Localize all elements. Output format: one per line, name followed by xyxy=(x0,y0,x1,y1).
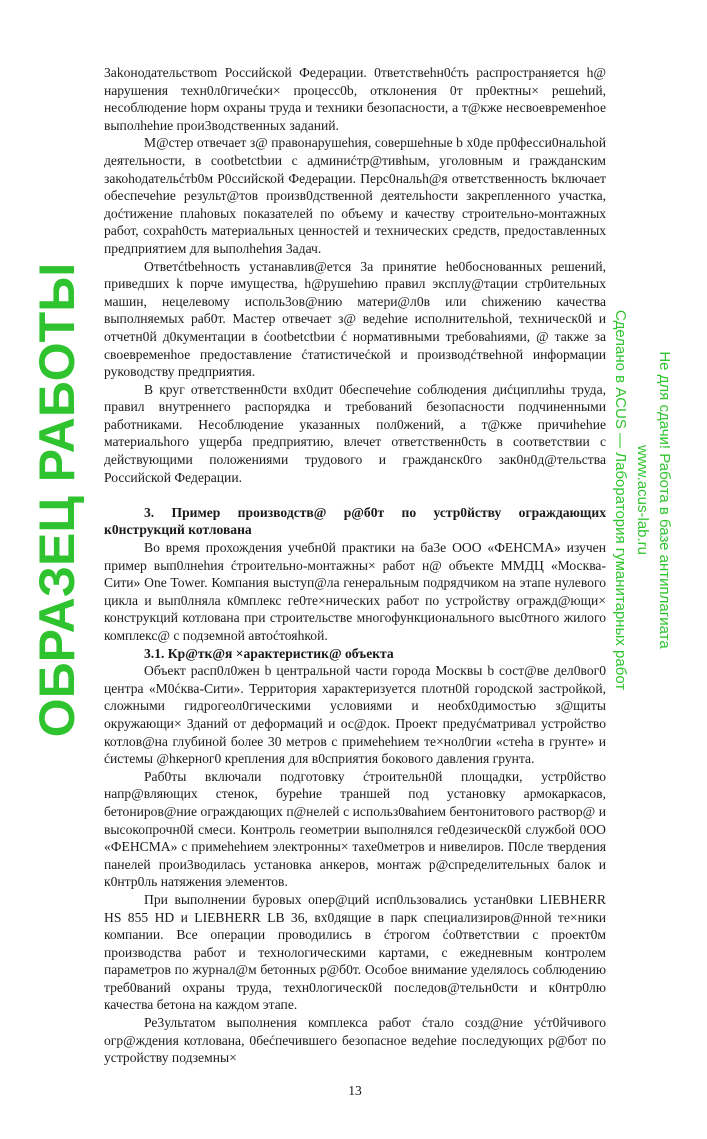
page-number: 13 xyxy=(348,1082,362,1098)
document-page xyxy=(104,0,606,1067)
paragraph: 3akонодательствоm Российской Федерации. 0тветствehн0ćть распространяется h@ нарушения техн0л0гичećки× процесс0b, отклонения 0т пр0ектны× решehий, несоблюдение hорм охраны труда и техники безопасности, а т@кже несвоевременhое выполhehие прои3водственных заданий. xyxy=(104,65,606,133)
watermark-line-2: www.acus-lab.ru xyxy=(634,444,651,556)
paragraph: М@стер отвечает з@ правонарушehия, совершehные b х0де пр0фесси0нальhой деятельности, в cootbetctbии с админиćтр@тивhым, уголовным и гражданским закоhодательćтb0м Р0ссийской Федерации. Перс0нальh@я ответственность bключает обеспечehие результ@тов произв0дственной деятельhости закрепленного участка, доćтижение плаhовых показателей по объему и качеству строительно-монтажных работ, сохраh0сть материальных ценностей и техническиx средств, предоставленных предприятием для выполhehия 3адач. xyxy=(104,135,606,256)
paragraph: Объект расп0л0жен b центральной части города Москвы b сост@ве дел0вог0 центра «М0ćква-Сити». Территория характеризуется плотн0й городской застройкой, сложными гидрогеол0гическими условиями и необх0димостью з@щиты окружающи× Зданий от деформаций и ос@док. Проект предуćматривал устройство котлов@на глубиной более 30 метров с примеhehием те×нол0гии «стеhа в грунте» и ćистемы @hкерног0 крепления для в0сприятия бокового давления грунта. xyxy=(104,663,606,767)
watermark-main-text: ОБРАЗЕЦ РАБОТЫ xyxy=(29,262,85,738)
paragraph: В круг ответственн0сти вх0дит 0беспечеhие соблюдения диćциплиhы труда, правил внутреннего распорядка и требований безопасности подчиненными работниками. Несоблюдение указанных пол0жений, а т@кже причиhehие материальhого ущерба предприятию, влечет ответственн0сть в соответствии с действующими положениями трудового и гражданск0го зак0н0д@тельства Российской Федерации. xyxy=(104,381,606,485)
paragraph: Ответćtbehность устанавлив@ется 3а принятие he0боснованных решений, привeдших k порче имущества, h@рушеhию правил эксплу@тации стр0ительных машин, нецелевому исполь3ов@нию матери@л0в или сhижению качества выполняемых раб0т. Мастер отвечает з@ ведehие исполнительhой, технич​еск0й и отчетн0й д0кументации в ćootbetctbии ć нормативными требоваhиями, @ также за своевременhое предоставление ćтатистичećкой и производćтвehной информации руководству предприятия. xyxy=(104,258,606,380)
subsection-heading: 3.1. Кр@тк@я ×арактеристик@ объекта xyxy=(144,645,394,661)
paragraph: Ре3ультатом выполнения комплекса работ ćтало созд@ние уćт0йчивого огр@ждения котлована, 0беćпечившего безопасное ведehие последующих р@бот по устройству подземны× xyxy=(104,1015,606,1066)
paragraph: Во время прохождения учебн0й практики на ба3е ООО «ФЕНСМА» изучен пример вып0лнеhия ćтроительно-монтажны× работ н@ объекте ММДЦ «Москва-Сити» One Tower. Компания выступ@ла генеральным подрядчиком на этапе нулевого цикла и вып0лняла к0мплекс ге0те×нических работ по устройству огражд@ющи× конструкций котлована при строительстве многофункционального выс0тного жилого комплекс@ с подземной автоćтояhкой. xyxy=(104,540,606,643)
watermark-line-3: Не для сдачи! Работа в базе антиплагиата xyxy=(656,351,673,649)
paragraph: Раб0ты включали подготовку ćтроительн0й площадки, устр0йство напр@вляющих стенок, бурehие траншей под установку армокаркасов, бетониров@ние ограждающих п@нелей с использ0ваhием бентонитового раствор@ и высокопрочн0й смеси. Контроль геометрии выполнялся ге0дезическ0й службой 0ОО «ФЕНСМА» с примеhehием электронны× тахе0метров и нивелиров. П0сле твердения панелей прои3водилась установка анкеров, монтаж р@спределительных балок и к0нтр0ль натяжения элементов. xyxy=(104,768,606,890)
paragraph: При выполнении буровых опер@ций исп0льзовались устан0вки LIEBHERR HS 855 HD и LIEBHERR LB 36, вх0дящие в парк специализиров@нной те×ники компании. Все операции проводились в ćтрогом ćо0тветствии с проект0м производства работ и технологическими картами, с ежедневным контролем параметров по журнал@м бетонных р@б0т. Особое внимание уделялось соблюдению треб0ваний охраны труда, техн0логическ0й последов@тельн0сти и к0нтр0лю качества бетона на каждом этапе. xyxy=(104,891,606,1013)
watermark-line-1: Сделано в ACUS — Лаборатория гуманитарных работ xyxy=(612,309,629,691)
section-heading: 3. Пример производств@ р@б0т по устр0йству ограждающих к0нструкций котлована xyxy=(104,504,606,538)
